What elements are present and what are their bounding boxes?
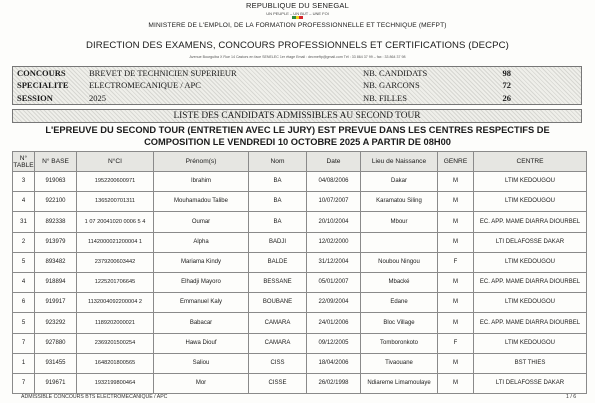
nb-filles-value: 26 [502,93,511,103]
cell-genre: M [438,313,474,333]
table-row [13,313,587,333]
cell-ci: 1 07 20041020 0006 5 4 [77,212,154,232]
cell-lieu [361,232,438,252]
cell-table: 2 [13,232,35,252]
cell-table: 31 [13,212,35,232]
table-row [13,272,587,292]
cell-centre: LTIM KEDOUGOU [474,192,587,212]
cell-date: 22/09/2004 [307,293,361,313]
cell-centre: LTI DELAFOSSE DAKAR [474,373,587,393]
cell-ci: 2379200603442 [77,252,154,272]
table-row [13,212,587,232]
nb-garcons-value: 72 [502,80,511,90]
announcement-line-2: COMPOSITION LE VENDREDI 10 OCTOBRE 2025 A PARTIR DE 08H00 [144,137,451,147]
cell-lieu: Bloc Village [361,313,438,333]
cell-centre: LTIM KEDOUGOU [474,172,587,192]
col-header-prenoms: Prénom(s) [154,152,249,172]
cell-base: 919063 [35,172,77,192]
cell-nom: CISS [249,353,307,373]
session-value: 2025 [89,93,106,103]
cell-ci: 1952200600971 [77,172,154,192]
cell-base: 923292 [35,313,77,333]
footer-document-label: ADMISSIBLE CONCOURS BTS ELECTROMECANIQUE / APC [21,394,168,400]
cell-centre: EC. APP. MAME DIARRA DIOURBEL [474,313,587,333]
cell-prenoms: Mor [154,373,249,393]
cell-base: 892338 [35,212,77,232]
cell-centre: EC. APP. MAME DIARRA DIOURBEL [474,272,587,292]
cell-ci: 2369201500254 [77,333,154,353]
cell-date: 10/07/2007 [307,192,361,212]
col-header-table: N° TABLE [13,152,35,172]
cell-prenoms: Emmanuel Kaly [154,293,249,313]
cell-prenoms: Babacar [154,313,249,333]
table-header-row [13,152,587,172]
cell-nom: BESSANE [249,272,307,292]
cell-table: 1 [13,353,35,373]
cell-ci: 1365200701311 [77,192,154,212]
cell-table: 5 [13,313,35,333]
cell-base: 919671 [35,373,77,393]
cell-nom: BADJI [249,232,307,252]
cell-ci: 1648201800565 [77,353,154,373]
senegal-flag-icon [292,16,303,19]
cell-table: 4 [13,192,35,212]
cell-genre: M [438,212,474,232]
cell-genre: M [438,172,474,192]
cell-lieu: Edane [361,293,438,313]
cell-base: 893482 [35,252,77,272]
cell-nom: BA [249,192,307,212]
table-row [13,252,587,272]
specialite-value: ELECTROMECANIQUE / APC [89,80,201,90]
cell-table: 5 [13,252,35,272]
cell-date: 12/02/2000 [307,232,361,252]
cell-lieu: Dakar [361,172,438,192]
cell-genre: M [438,373,474,393]
cell-date: 05/01/2007 [307,272,361,292]
cell-ci: 1189202000021 [77,313,154,333]
candidates-table [12,151,587,394]
cell-lieu: Tomboronkoto [361,333,438,353]
cell-genre: M [438,272,474,292]
cell-nom: BA [249,212,307,232]
cell-prenoms: Oumar [154,212,249,232]
cell-date: 31/12/2004 [307,252,361,272]
cell-centre: EC. APP. MAME DIARRA DIOURBEL [474,212,587,232]
cell-centre: LTI DELAFOSSE DAKAR [474,232,587,252]
cell-prenoms: Ibrahim [154,172,249,192]
national-motto: UN PEUPLE – UN BUT – UNE FOI [266,11,329,16]
cell-genre: M [438,293,474,313]
cell-ci: 1932199800464 [77,373,154,393]
cell-ci: 1132004092200004 2 [77,293,154,313]
republic-name: REPUBLIQUE DU SENEGAL [246,1,349,10]
cell-table: 6 [13,293,35,313]
concours-label: CONCOURS [17,68,66,78]
session-label: SESSION [17,93,53,103]
cell-lieu: Noubou Ningou [361,252,438,272]
nb-candidats-label: NB. CANDIDATS [363,68,428,78]
cell-centre: LTIM KEDOUGOU [474,293,587,313]
list-title: LISTE DES CANDIDATS ADMISSIBLES AU SECOND TOUR [12,109,582,123]
cell-base: 918894 [35,272,77,292]
cell-prenoms: Mouhamadou Talibe [154,192,249,212]
direction-name: DIRECTION DES EXAMENS, CONCOURS PROFESSIONNELS ET CERTIFICATIONS (DECPC) [86,40,509,51]
cell-table: 7 [13,373,35,393]
table-body [13,172,587,394]
cell-base: 913979 [35,232,77,252]
specialite-label: SPECIALITE [17,80,69,90]
cell-lieu: Mbacké [361,272,438,292]
cell-genre: M [438,353,474,373]
nb-garcons-label: NB. GARCONS [363,80,420,90]
exam-info-box [12,66,582,105]
page-number: 1 / 6 [566,394,577,400]
cell-nom: CAMARA [249,333,307,353]
col-header-genre: GENRE [438,152,474,172]
cell-centre: LTIM KEDOUGOU [474,333,587,353]
table-row [13,333,587,353]
table-row [13,373,587,393]
cell-centre: LTIM KEDOUGOU [474,252,587,272]
cell-prenoms: Mariama Kindy [154,252,249,272]
cell-ci: 1225201706645 [77,272,154,292]
cell-lieu: Karamatou Siling [361,192,438,212]
cell-date: 26/02/1998 [307,373,361,393]
cell-date: 20/10/2004 [307,212,361,232]
cell-genre: M [438,232,474,252]
col-header-lieu: Lieu de Naissance [361,152,438,172]
nb-candidats-value: 98 [502,68,511,78]
cell-prenoms: Hawa Diouf [154,333,249,353]
cell-date: 24/01/2006 [307,313,361,333]
cell-prenoms: Alpha [154,232,249,252]
cell-nom: BALDE [249,252,307,272]
table-row [13,172,587,192]
announcement-line-1: L'EPREUVE DU SECOND TOUR (ENTRETIEN AVEC LE JURY) EST PREVUE DANS LES CENTRES RESPECTIFS DE [45,125,550,135]
cell-lieu: Mbour [361,212,438,232]
table-row [13,293,587,313]
cell-table: 4 [13,272,35,292]
ministry-name: MINISTERE DE L'EMPLOI, DE LA FORMATION PROFESSIONNELLE ET TECHNIQUE (MEFPT) [148,22,447,29]
cell-ci: 1142000021200004 1 [77,232,154,252]
col-header-date: Date [307,152,361,172]
table-row [13,353,587,373]
cell-table: 3 [13,172,35,192]
cell-date: 04/08/2006 [307,172,361,192]
col-header-base: N° BASE [35,152,77,172]
cell-nom: CISSE [249,373,307,393]
cell-genre: F [438,333,474,353]
cell-genre: M [438,192,474,212]
cell-nom: BA [249,172,307,192]
table-row [13,232,587,252]
cell-nom: BOUBANE [249,293,307,313]
cell-date: 18/04/2006 [307,353,361,373]
cell-base: 931455 [35,353,77,373]
col-header-ci: N°CI [77,152,154,172]
col-header-centre: CENTRE [474,152,587,172]
cell-date: 09/12/2005 [307,333,361,353]
cell-table: 7 [13,333,35,353]
cell-genre: F [438,252,474,272]
flag-band-red [299,16,303,19]
cell-prenoms: Elhadji Mayoro [154,272,249,292]
contact-address: Avenue Bourguiba X Rue 14 Castors en face SENELEC 1er étage Email : decmeftp@gmail.com Tél : 33 864 37 99 – fax : 33 864 37 98 [189,55,406,59]
cell-lieu: Ndiareme Limamoulaye [361,373,438,393]
cell-lieu: Tivaouane [361,353,438,373]
cell-centre: BST THIES [474,353,587,373]
cell-prenoms: Saliou [154,353,249,373]
col-header-nom: Nom [249,152,307,172]
table-row [13,192,587,212]
cell-nom: CAMARA [249,313,307,333]
concours-value: BREVET DE TECHNICIEN SUPERIEUR [89,68,237,78]
cell-base: 927880 [35,333,77,353]
nb-filles-label: NB. FILLES [363,93,407,103]
cell-base: 919917 [35,293,77,313]
cell-base: 922100 [35,192,77,212]
